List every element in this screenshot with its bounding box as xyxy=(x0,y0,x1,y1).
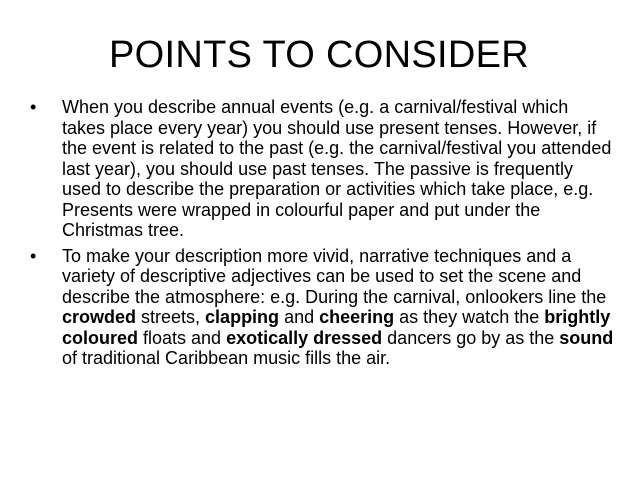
bullet-marker: • xyxy=(30,97,37,117)
text-run: of traditional Caribbean music fills the air. xyxy=(62,348,391,368)
text-run: streets, xyxy=(136,307,206,327)
text-run: floats and xyxy=(138,327,227,348)
bullet-text xyxy=(62,246,613,369)
text-run: To make your description more vivid, narrative techniques and a variety of descriptive adjectives can be used to set the scene and describe the atmosphere: e.g. During the carnival, onlookers line the xyxy=(62,245,607,307)
text-run: dancers go by as the xyxy=(382,327,560,348)
emphasized-word: exotically dressed xyxy=(226,327,383,348)
slide-title: POINTS TO CONSIDER xyxy=(109,34,529,76)
text-run: as they watch the xyxy=(394,307,545,327)
bullet-item xyxy=(30,97,615,241)
emphasized-word: sound xyxy=(559,327,614,348)
bullet-item xyxy=(30,246,615,369)
bullet-text xyxy=(62,97,611,240)
bullet-marker: • xyxy=(30,245,37,266)
emphasized-word: clapping xyxy=(205,307,280,327)
bullet-list xyxy=(30,97,615,374)
emphasized-word: cheering xyxy=(319,307,395,327)
emphasized-word: brightly coloured xyxy=(62,307,611,348)
text-run: and xyxy=(279,307,320,327)
emphasized-word: crowded xyxy=(62,307,137,327)
text-run: When you describe annual events (e.g. a carnival/festival which takes place every year) you should use present tenses. However, if the event is related to the past (e.g. the carnival/festival you attended last year), you should use past tenses. The passive is frequently used to describe the preparation or activities which take place, e.g. Presents were wrapped in colourful paper and put under the Christmas tree. xyxy=(62,97,612,240)
